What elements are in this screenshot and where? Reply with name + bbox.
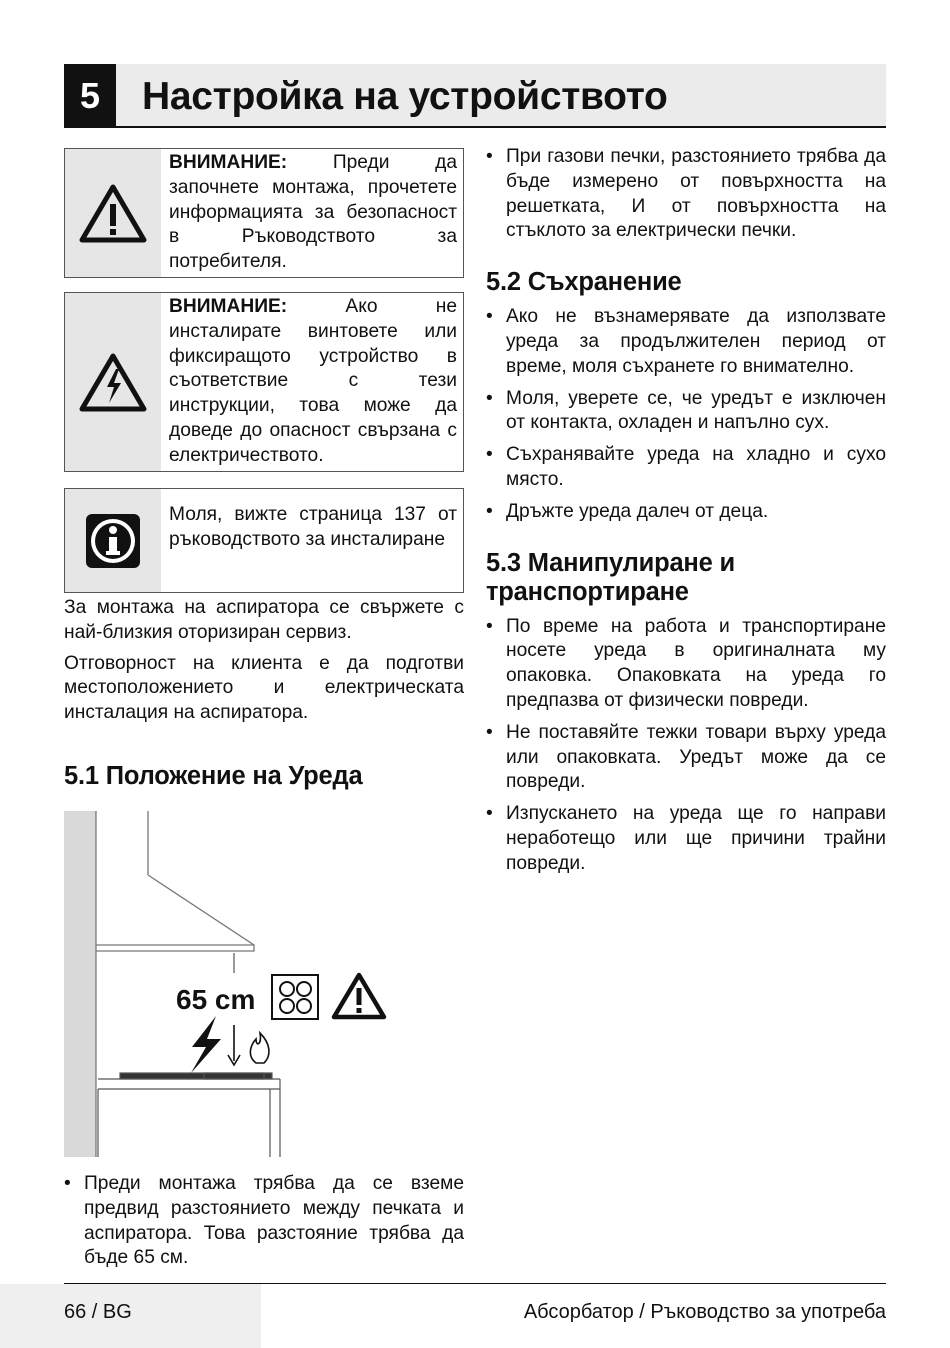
warning-triangle-icon — [334, 975, 384, 1017]
notice-icon-box — [65, 489, 161, 592]
info-notice — [64, 488, 464, 593]
warning-triangle-icon — [78, 182, 148, 244]
footer-divider — [64, 1283, 886, 1284]
section-heading-5-2: 5.2 Съхранение — [486, 268, 682, 297]
notice-icon-box — [65, 293, 161, 471]
chapter-header — [64, 64, 886, 128]
bullet-list — [486, 145, 886, 244]
list-item: • Преди монтажа трябва да се вземе предвид разстоянието между печката и аспиратора. Това разстояние трябва да бъде 65 см. — [64, 1172, 464, 1271]
installation-distance-diagram — [64, 811, 404, 1157]
list-item: • Дръжте уреда далеч от деца. — [486, 500, 886, 525]
flame-icon — [250, 1033, 269, 1063]
cooker-outline — [98, 1073, 280, 1157]
intro-paragraph: За монтажа на аспиратора се свържете с най-близкия оторизиран сервиз. — [64, 597, 464, 643]
electric-hazard-icon — [78, 351, 148, 413]
section-heading-5-1: 5.1 Положение на Уреда — [64, 761, 363, 790]
chapter-title: Настройка на устройството — [142, 75, 668, 118]
page-number: 66 / BG — [64, 1301, 132, 1323]
info-icon — [84, 512, 142, 570]
footer-document-title: Абсорбатор / Ръководство за употреба — [523, 1301, 886, 1323]
list-item: • Изпускането на уреда ще го направи неработещо или ще причини трайни повреди. — [486, 802, 886, 876]
bullet-list — [486, 615, 886, 877]
wall — [64, 811, 96, 1157]
list-item: • Не поставяйте тежки товари върху уреда или опаковката. Уредът може да се повреди. — [486, 721, 886, 795]
list-item: • Моля, уверете се, че уредът е изключен от контакта, охладен и напълно сух. — [486, 387, 886, 437]
chapter-number: 5 — [64, 64, 116, 126]
intro-paragraph: Отговорност на клиента е да подготви местоположението и електрическата инсталация на аспиратора. — [64, 652, 464, 724]
hood-outline — [96, 811, 254, 951]
notice-icon-box — [65, 149, 161, 277]
warning-notice-electric — [64, 292, 464, 472]
section-heading-5-3: 5.3 Манипулиране и транспортиране — [486, 548, 735, 606]
list-item: • Ако не възнамерявате да използвате уреда за продължителен период от време, моля съхранете го внимателно. — [486, 305, 886, 379]
notice-text: ВНИМАНИЕ: Преди да започнете монтажа, прочетете информацията за безопасност в Ръководството за потребителя. — [169, 152, 457, 273]
list-item: • По време на работа и транспортиране носете уреда в оригиналната му опаковка. Опаковката на уреда го предпазва от физически повреди. — [486, 615, 886, 714]
bullet-list — [486, 305, 886, 524]
notice-text: Моля, вижте страница 137 от ръководството за инсталиране — [169, 504, 457, 550]
distance-label: 65 cm — [176, 984, 256, 1015]
notice-text: ВНИМАНИЕ: Ако не инсталирате винтовете или фиксиращото устройство в съответствие с тези инструкции, това може да доведе до опасност свързана с електричеството. — [169, 296, 457, 466]
lightning-icon — [191, 1016, 221, 1073]
list-item: • При газови печки, разстоянието трябва да бъде измерено от повърхността на решетката, И от повърхността на стъклото за електрически печки. — [486, 145, 886, 244]
warning-notice-safety — [64, 148, 464, 278]
right-column — [486, 145, 886, 884]
bullet-list — [64, 1172, 464, 1271]
list-item: • Съхранявайте уреда на хладно и сухо място. — [486, 443, 886, 493]
left-column-bottom — [64, 1172, 464, 1278]
left-column — [64, 596, 464, 791]
hob-icon — [272, 975, 318, 1019]
